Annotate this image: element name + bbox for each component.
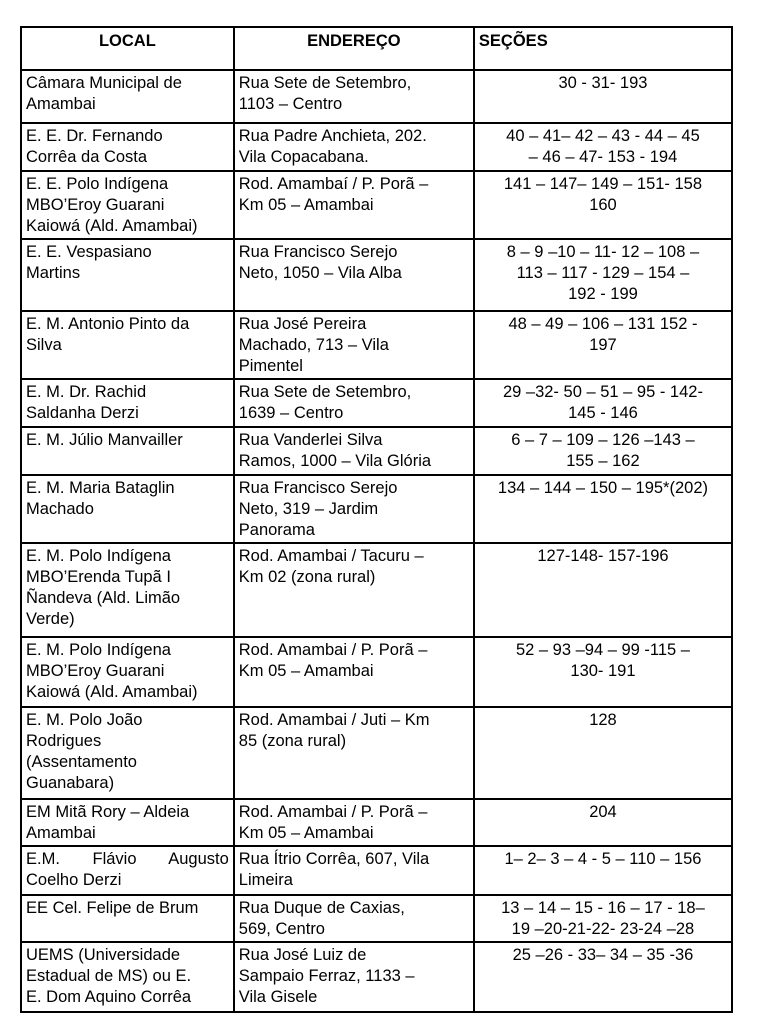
local-cell: E. M. Polo Indígena MBO’Erenda Tupã I Ñandeva (Ald. Limão Verde) (21, 543, 234, 637)
secoes-cell: 6 – 7 – 109 – 126 –143 – 155 – 162 (474, 427, 732, 475)
endereco-cell: Rod. Amambai / P. Porã – Km 05 – Amambai (234, 799, 474, 846)
header-secoes: SEÇÕES (474, 27, 732, 70)
endereco-cell: Rod. Amambai / Juti – Km 85 (zona rural) (234, 707, 474, 799)
endereco-cell: Rua Ítrio Corrêa, 607, Vila Limeira (234, 846, 474, 895)
table-row (21, 799, 732, 846)
voting-locations-table (20, 26, 733, 1013)
table-row (21, 70, 732, 123)
endereco-cell: Rod. Amambai / Tacuru – Km 02 (zona rural) (234, 543, 474, 637)
secoes-cell: 8 – 9 –10 – 11- 12 – 108 – 113 – 117 - 129 – 154 – 192 - 199 (474, 239, 732, 311)
table-row (21, 427, 732, 475)
table-row (21, 475, 732, 543)
table-row (21, 846, 732, 895)
secoes-cell: 52 – 93 –94 – 99 -115 – 130- 191 (474, 637, 732, 707)
table-row (21, 707, 732, 799)
endereco-cell: Rua Sete de Setembro, 1103 – Centro (234, 70, 474, 123)
endereco-cell: Rua Francisco Serejo Neto, 1050 – Vila Alba (234, 239, 474, 311)
local-cell: E. M. Maria Bataglin Machado (21, 475, 234, 543)
local-cell: E. M. Polo João Rodrigues (Assentamento Guanabara) (21, 707, 234, 799)
secoes-cell: 141 – 147– 149 – 151- 158 160 (474, 171, 732, 239)
header-row (21, 27, 732, 70)
endereco-cell: Rod. Amambaí / P. Porã – Km 05 – Amambai (234, 171, 474, 239)
header-local: LOCAL (21, 27, 234, 70)
local-cell: UEMS (Universidade Estadual de MS) ou E. E. Dom Aquino Corrêa (21, 942, 234, 1012)
endereco-cell: Rua Padre Anchieta, 202. Vila Copacabana. (234, 123, 474, 171)
local-cell: E. E. Dr. Fernando Corrêa da Costa (21, 123, 234, 171)
table-row (21, 123, 732, 171)
endereco-cell: Rua Duque de Caxias, 569, Centro (234, 895, 474, 942)
local-line-1: E.M. Flávio Augusto (26, 850, 229, 868)
local-cell (21, 846, 234, 895)
table-row (21, 379, 732, 427)
secoes-cell: 128 (474, 707, 732, 799)
header-endereco: ENDEREÇO (234, 27, 474, 70)
local-cell: E. M. Antonio Pinto da Silva (21, 311, 234, 379)
secoes-cell: 134 – 144 – 150 – 195*(202) (474, 475, 732, 543)
local-cell: EE Cel. Felipe de Brum (21, 895, 234, 942)
secoes-cell: 204 (474, 799, 732, 846)
table-row (21, 637, 732, 707)
table-row (21, 895, 732, 942)
local-cell: E. M. Dr. Rachid Saldanha Derzi (21, 379, 234, 427)
secoes-cell: 127-148- 157-196 (474, 543, 732, 637)
endereco-cell: Rua José Luiz de Sampaio Ferraz, 1133 – Vila Gisele (234, 942, 474, 1012)
endereco-cell: Rua Francisco Serejo Neto, 319 – Jardim Panorama (234, 475, 474, 543)
table-row (21, 311, 732, 379)
secoes-cell: 48 – 49 – 106 – 131 152 - 197 (474, 311, 732, 379)
local-cell: E. M. Polo Indígena MBO’Eroy Guarani Kaiowá (Ald. Amambai) (21, 637, 234, 707)
local-line-2: Coelho Derzi (26, 871, 122, 889)
local-cell: E. E. Vespasiano Martins (21, 239, 234, 311)
local-cell: E. M. Júlio Manvailler (21, 427, 234, 475)
secoes-cell: 40 – 41– 42 – 43 - 44 – 45 – 46 – 47- 153 - 194 (474, 123, 732, 171)
endereco-cell: Rua José Pereira Machado, 713 – Vila Pimentel (234, 311, 474, 379)
local-cell: E. E. Polo Indígena MBO’Eroy Guarani Kaiowá (Ald. Amambai) (21, 171, 234, 239)
local-cell: EM Mitã Rory – Aldeia Amambai (21, 799, 234, 846)
table-row (21, 543, 732, 637)
endereco-cell: Rua Vanderlei Silva Ramos, 1000 – Vila Glória (234, 427, 474, 475)
secoes-cell: 29 –32- 50 – 51 – 95 - 142- 145 - 146 (474, 379, 732, 427)
table-row (21, 171, 732, 239)
table-row (21, 239, 732, 311)
local-cell: Câmara Municipal de Amambai (21, 70, 234, 123)
endereco-cell: Rua Sete de Setembro, 1639 – Centro (234, 379, 474, 427)
secoes-cell: 30 - 31- 193 (474, 70, 732, 123)
endereco-cell: Rod. Amambai / P. Porã – Km 05 – Amambai (234, 637, 474, 707)
secoes-cell: 13 – 14 – 15 - 16 – 17 - 18– 19 –20-21-22- 23-24 –28 (474, 895, 732, 942)
table-row (21, 942, 732, 1012)
secoes-cell: 1– 2– 3 – 4 - 5 – 110 – 156 (474, 846, 732, 895)
secoes-cell: 25 –26 - 33– 34 – 35 -36 (474, 942, 732, 1012)
